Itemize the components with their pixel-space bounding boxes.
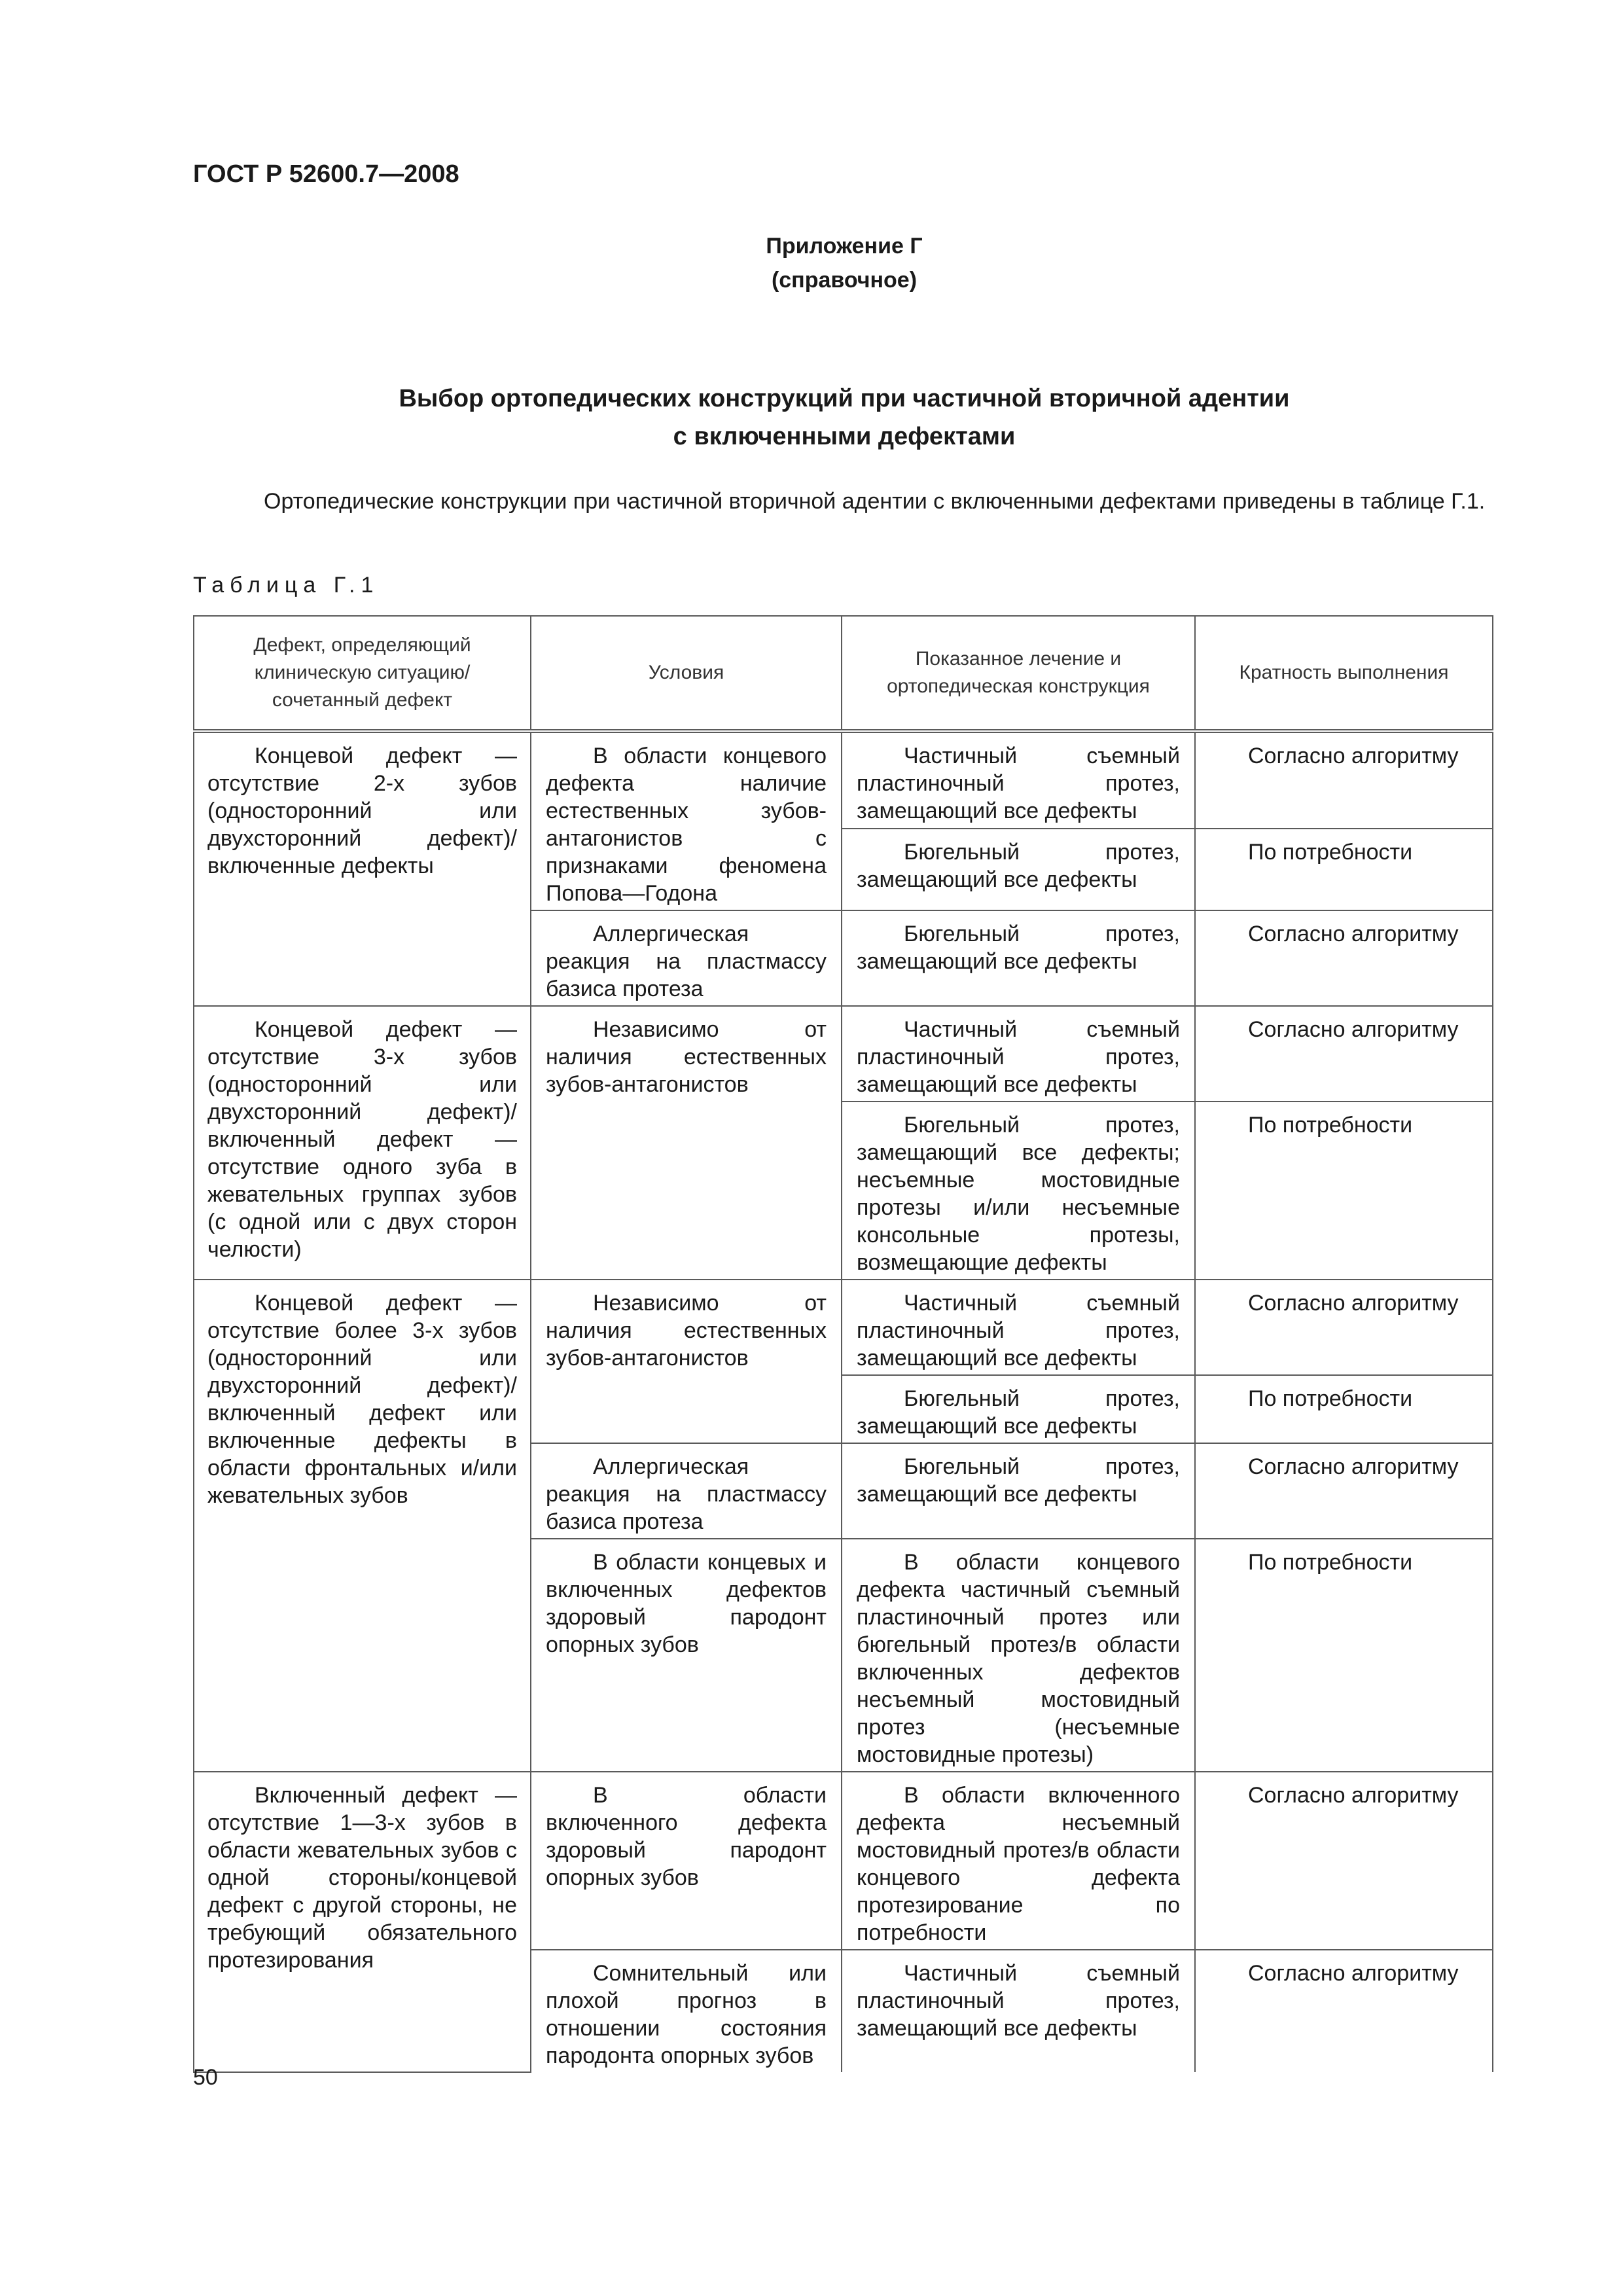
frequency-cell: По потребности — [1195, 1375, 1493, 1443]
annex-title: Приложение Г — [766, 234, 923, 259]
frequency-cell: Согласно алгоритму — [1195, 1443, 1493, 1539]
annex-type: (справочное) — [771, 268, 918, 293]
treatment-text: Частичный съемный пластиночный протез, замещающий все дефекты — [857, 1291, 1180, 1371]
defect-text: Концевой дефект — отсутствие 2-х зубов (односторонний или двухсторонний дефект)/включенные дефекты — [207, 744, 517, 878]
page-title-line-2: с включенными дефектами — [673, 423, 1016, 450]
conditions-text: В области концевых и включенных дефектов здоровый пародонт опорных зубов — [546, 1550, 827, 1657]
treatment-cell — [842, 1950, 1195, 2072]
treatment-cell — [842, 1006, 1195, 1102]
treatment-cell — [842, 1539, 1195, 1772]
page-number: 50 — [193, 2065, 218, 2090]
conditions-cell — [531, 910, 842, 1006]
treatment-text: Частичный съемный пластиночный протез, замещающий все дефекты — [857, 1017, 1180, 1097]
conditions-cell — [531, 1772, 842, 1950]
header-treatment: Показанное лечение и ортопедическая конструкция — [842, 616, 1195, 731]
table-group-2 — [194, 1006, 1493, 1280]
treatment-cell — [842, 1443, 1195, 1539]
frequency-cell: По потребности — [1195, 1102, 1493, 1280]
defect-cell — [194, 1772, 531, 2072]
orthopedic-constructions-table — [193, 615, 1493, 2073]
defect-text: Включенный дефект — отсутствие 1—3-х зубов в области жевательных зубов с одной стороны/концевой дефект с другой стороны, не требующий обязательного протезирования — [207, 1783, 517, 1973]
table-row — [194, 731, 1493, 829]
treatment-cell — [842, 910, 1195, 1006]
defect-text: Концевой дефект — отсутствие более 3-х зубов (односторонний или двухсторонний дефект)/включенный дефект или включенные дефекты в области фронтальных и/или жевательных зубов — [207, 1291, 517, 1508]
header-frequency: Кратность выполнения — [1195, 616, 1493, 731]
frequency-cell: Согласно алгоритму — [1195, 1280, 1493, 1375]
frequency-cell: Согласно алгоритму — [1195, 910, 1493, 1006]
treatment-cell — [842, 731, 1195, 829]
conditions-cell — [531, 1539, 842, 1772]
frequency-cell: По потребности — [1195, 829, 1493, 910]
treatment-cell — [842, 1102, 1195, 1280]
conditions-cell — [531, 1280, 842, 1443]
table-label: Таблица Г.1 — [193, 573, 380, 598]
conditions-cell — [531, 731, 842, 910]
frequency-cell: Согласно алгоритму — [1195, 731, 1493, 829]
table-row — [194, 1280, 1493, 1375]
conditions-text: В области включенного дефекта здоровый пародонт опорных зубов — [546, 1783, 827, 1890]
treatment-cell — [842, 1375, 1195, 1443]
annex-heading — [0, 229, 1623, 297]
table-group-1 — [194, 731, 1493, 1006]
conditions-text: Сомнительный или плохой прогноз в отношении состояния пародонта опорных зубов — [546, 1961, 827, 2068]
conditions-cell — [531, 1006, 842, 1280]
conditions-text: В области концевого дефекта наличие естественных зубов-антагонистов с признаками феномена Попова—Годона — [546, 744, 827, 906]
conditions-text: Независимо от наличия естественных зубов-антагонистов — [546, 1017, 827, 1097]
treatment-text: В области концевого дефекта частичный съемный пластиночный протез или бюгельный протез/в области включенных дефектов несъемный мостовидный протез (несъемные мостовидные протезы) — [857, 1550, 1180, 1767]
document-code: ГОСТ Р 52600.7—2008 — [193, 160, 459, 188]
table-row — [194, 1006, 1493, 1102]
frequency-cell: Согласно алгоритму — [1195, 1950, 1493, 2072]
table-header-row — [194, 616, 1493, 731]
treatment-cell — [842, 1772, 1195, 1950]
page-title — [275, 380, 1414, 456]
frequency-cell: Согласно алгоритму — [1195, 1772, 1493, 1950]
defect-cell — [194, 1280, 531, 1772]
treatment-text: В области включенного дефекта несъемный мостовидный протез/в области концевого дефекта протезирование по потребности — [857, 1783, 1180, 1945]
conditions-cell — [531, 1950, 842, 2072]
frequency-cell: Согласно алгоритму — [1195, 1006, 1493, 1102]
conditions-text: Аллергическая реакция на пластмассу базиса протеза — [546, 1454, 827, 1534]
table-row — [194, 1772, 1493, 1950]
treatment-text: Частичный съемный пластиночный протез, замещающий все дефекты — [857, 1961, 1180, 2041]
conditions-cell — [531, 1443, 842, 1539]
defect-cell — [194, 1006, 531, 1280]
frequency-cell: По потребности — [1195, 1539, 1493, 1772]
page-title-line-1: Выбор ортопедических конструкций при частичной вторичной адентии — [399, 385, 1290, 412]
treatment-text: Бюгельный протез, замещающий все дефекты — [857, 1386, 1180, 1439]
table-group-3 — [194, 1280, 1493, 1772]
conditions-text: Независимо от наличия естественных зубов-антагонистов — [546, 1291, 827, 1371]
treatment-text: Бюгельный протез, замещающий все дефекты — [857, 922, 1180, 974]
treatment-cell — [842, 829, 1195, 910]
treatment-cell — [842, 1280, 1195, 1375]
header-conditions: Условия — [531, 616, 842, 731]
treatment-text: Бюгельный протез, замещающий все дефекты — [857, 1454, 1180, 1507]
defect-text: Концевой дефект — отсутствие 3-х зубов (односторонний или двухсторонний дефект)/включенный дефект — отсутствие одного зуба в жевательных группах зубов (с одной или с двух сторон челюсти) — [207, 1017, 517, 1262]
treatment-text: Бюгельный протез, замещающий все дефекты — [857, 840, 1180, 893]
conditions-text: Аллергическая реакция на пластмассу базиса протеза — [546, 922, 827, 1001]
defect-cell — [194, 731, 531, 1006]
intro-paragraph: Ортопедические конструкции при частичной вторичной адентии с включенными дефектами приведены в таблице Г.1. — [264, 489, 1486, 514]
table-group-4 — [194, 1772, 1493, 2072]
treatment-text: Частичный съемный пластиночный протез, замещающий все дефекты — [857, 744, 1180, 823]
treatment-text: Бюгельный протез, замещающий все дефекты; несъемные мостовидные протезы и/или несъемные консольные протезы, возмещающие дефекты — [857, 1113, 1180, 1275]
header-defect: Дефект, определяющий клиническую ситуацию/сочетанный дефект — [194, 616, 531, 731]
